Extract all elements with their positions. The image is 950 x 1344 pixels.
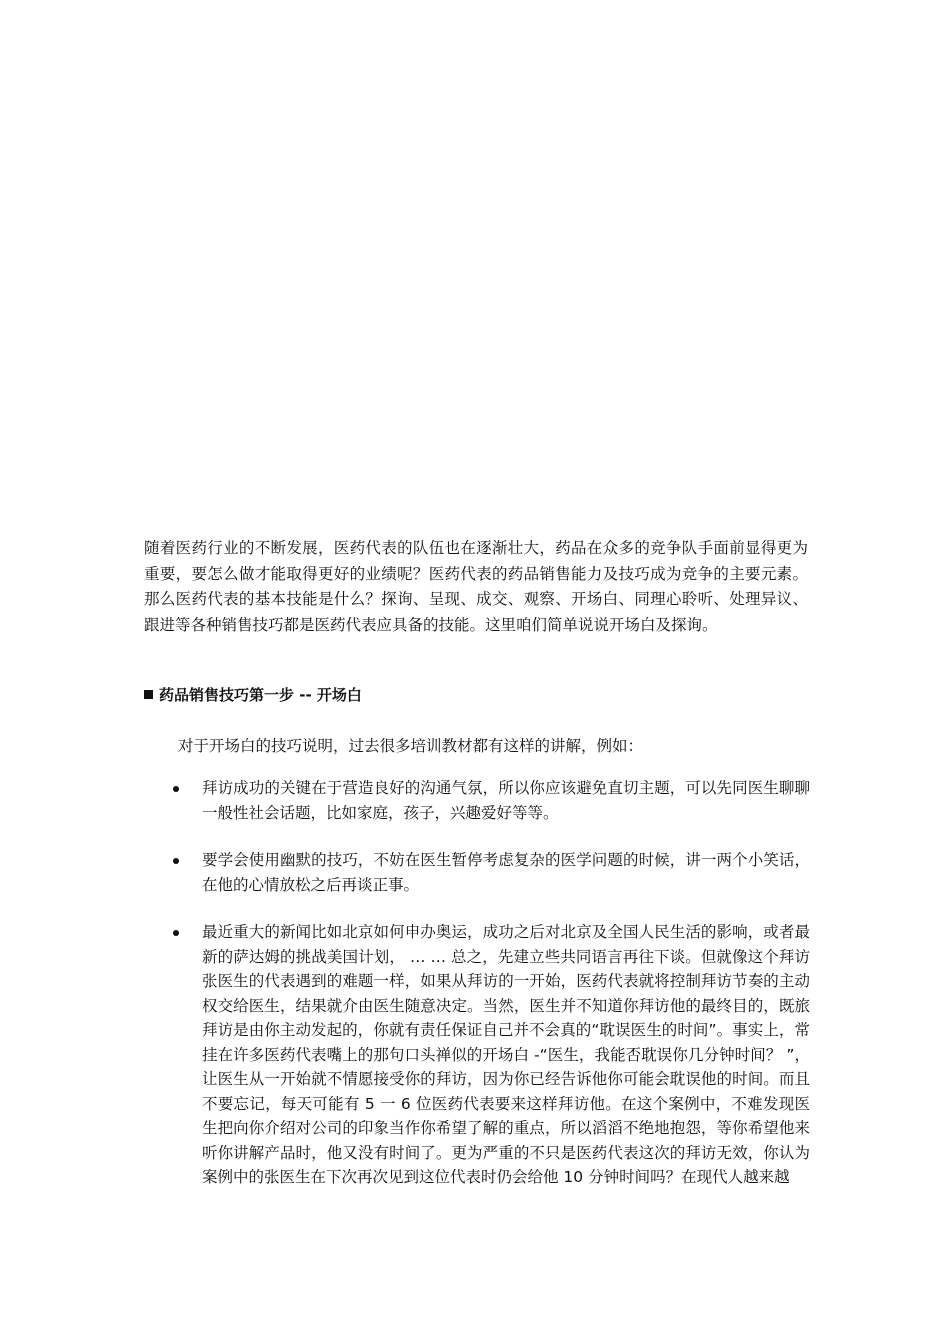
bullet-item (170, 848, 810, 897)
lead-sentence: 对于开场白的技巧说明，过去很多培训教材都有这样的讲解，例如： (178, 737, 644, 755)
bullet-dot-icon (173, 858, 179, 864)
bullet-text: 要学会使用幽默的技巧，不妨在医生暂停考虑复杂的医学问题的时候，讲一两个小笑话，在他的心情放松之后再谈正事。 (202, 851, 810, 894)
section-heading-text: 药品销售技巧第一步 -- 开场白 (159, 686, 362, 704)
bullet-text: 最近重大的新闻比如北京如何申办奥运，成功之后对北京及全国人民生活的影响，或者最新的萨达姆的挑战美国计划， … … 总之，先建立些共同语言再往下谈。但就像这个拜访张医生的代表遇到的难题一样，如果从拜访的一开始，医药代表就将控制拜访节奏的主动权交给医生，结果就介由医生随意决定。当然，医生并不知道你拜访他的最终目的，既旅拜访是由你主动发起的，你就有责任保证自己并不会真的“耽误医生的时间”。事实上，常挂在许多医药代表嘴上的那句口头禅似的开场白 -“医生，我能否耽误你几分钟时间？ ”，让医生从一开始就不情愿接受你的拜访，因为你已经告诉他你可能会耽误他的时间。而且不要忘记，每天可能有 5 一 6 位医药代表要来这样拜访他。在这个案例中，不难发现医生把向你介绍对公司的印象当作你希望了解的重点，所以滔滔不绝地抱怨，等你希望他来听你讲解产品时，他又没有时间了。更为严重的不只是医药代表这次的拜访无效，你认为案例中的张医生在下次再次见到这位代表时仍会给他 10 分钟时间吗？在现代人越来越 (202, 923, 810, 1186)
bullet-item (170, 920, 810, 1190)
bullet-text: 拜访成功的关键在于营造良好的沟通气氛，所以你应该避免直切主题，可以先同医生聊聊一般性社会话题，比如家庭，孩子，兴趣爱好等等。 (202, 779, 810, 822)
intro-paragraph: 随着医药行业的不断发展，医药代表的队伍也在逐渐壮大，药品在众多的竞争队手面前显得更为重要，要怎么做才能取得更好的业绩呢？医药代表的药品销售能力及技巧成为竞争的主要元素。那么医药代表的基本技能是什么？探询、呈现、成交、观察、开场白、同理心聆听、处理异议、跟进等各种销售技巧都是医药代表应具备的技能。这里咱们简单说说开场白及探询。 (144, 539, 808, 634)
bullet-dot-icon (173, 930, 179, 936)
square-bullet-icon (144, 690, 153, 699)
bullet-list (170, 776, 810, 1190)
section-heading (144, 683, 362, 707)
bullet-dot-icon (173, 786, 179, 792)
bullet-item (170, 776, 810, 825)
